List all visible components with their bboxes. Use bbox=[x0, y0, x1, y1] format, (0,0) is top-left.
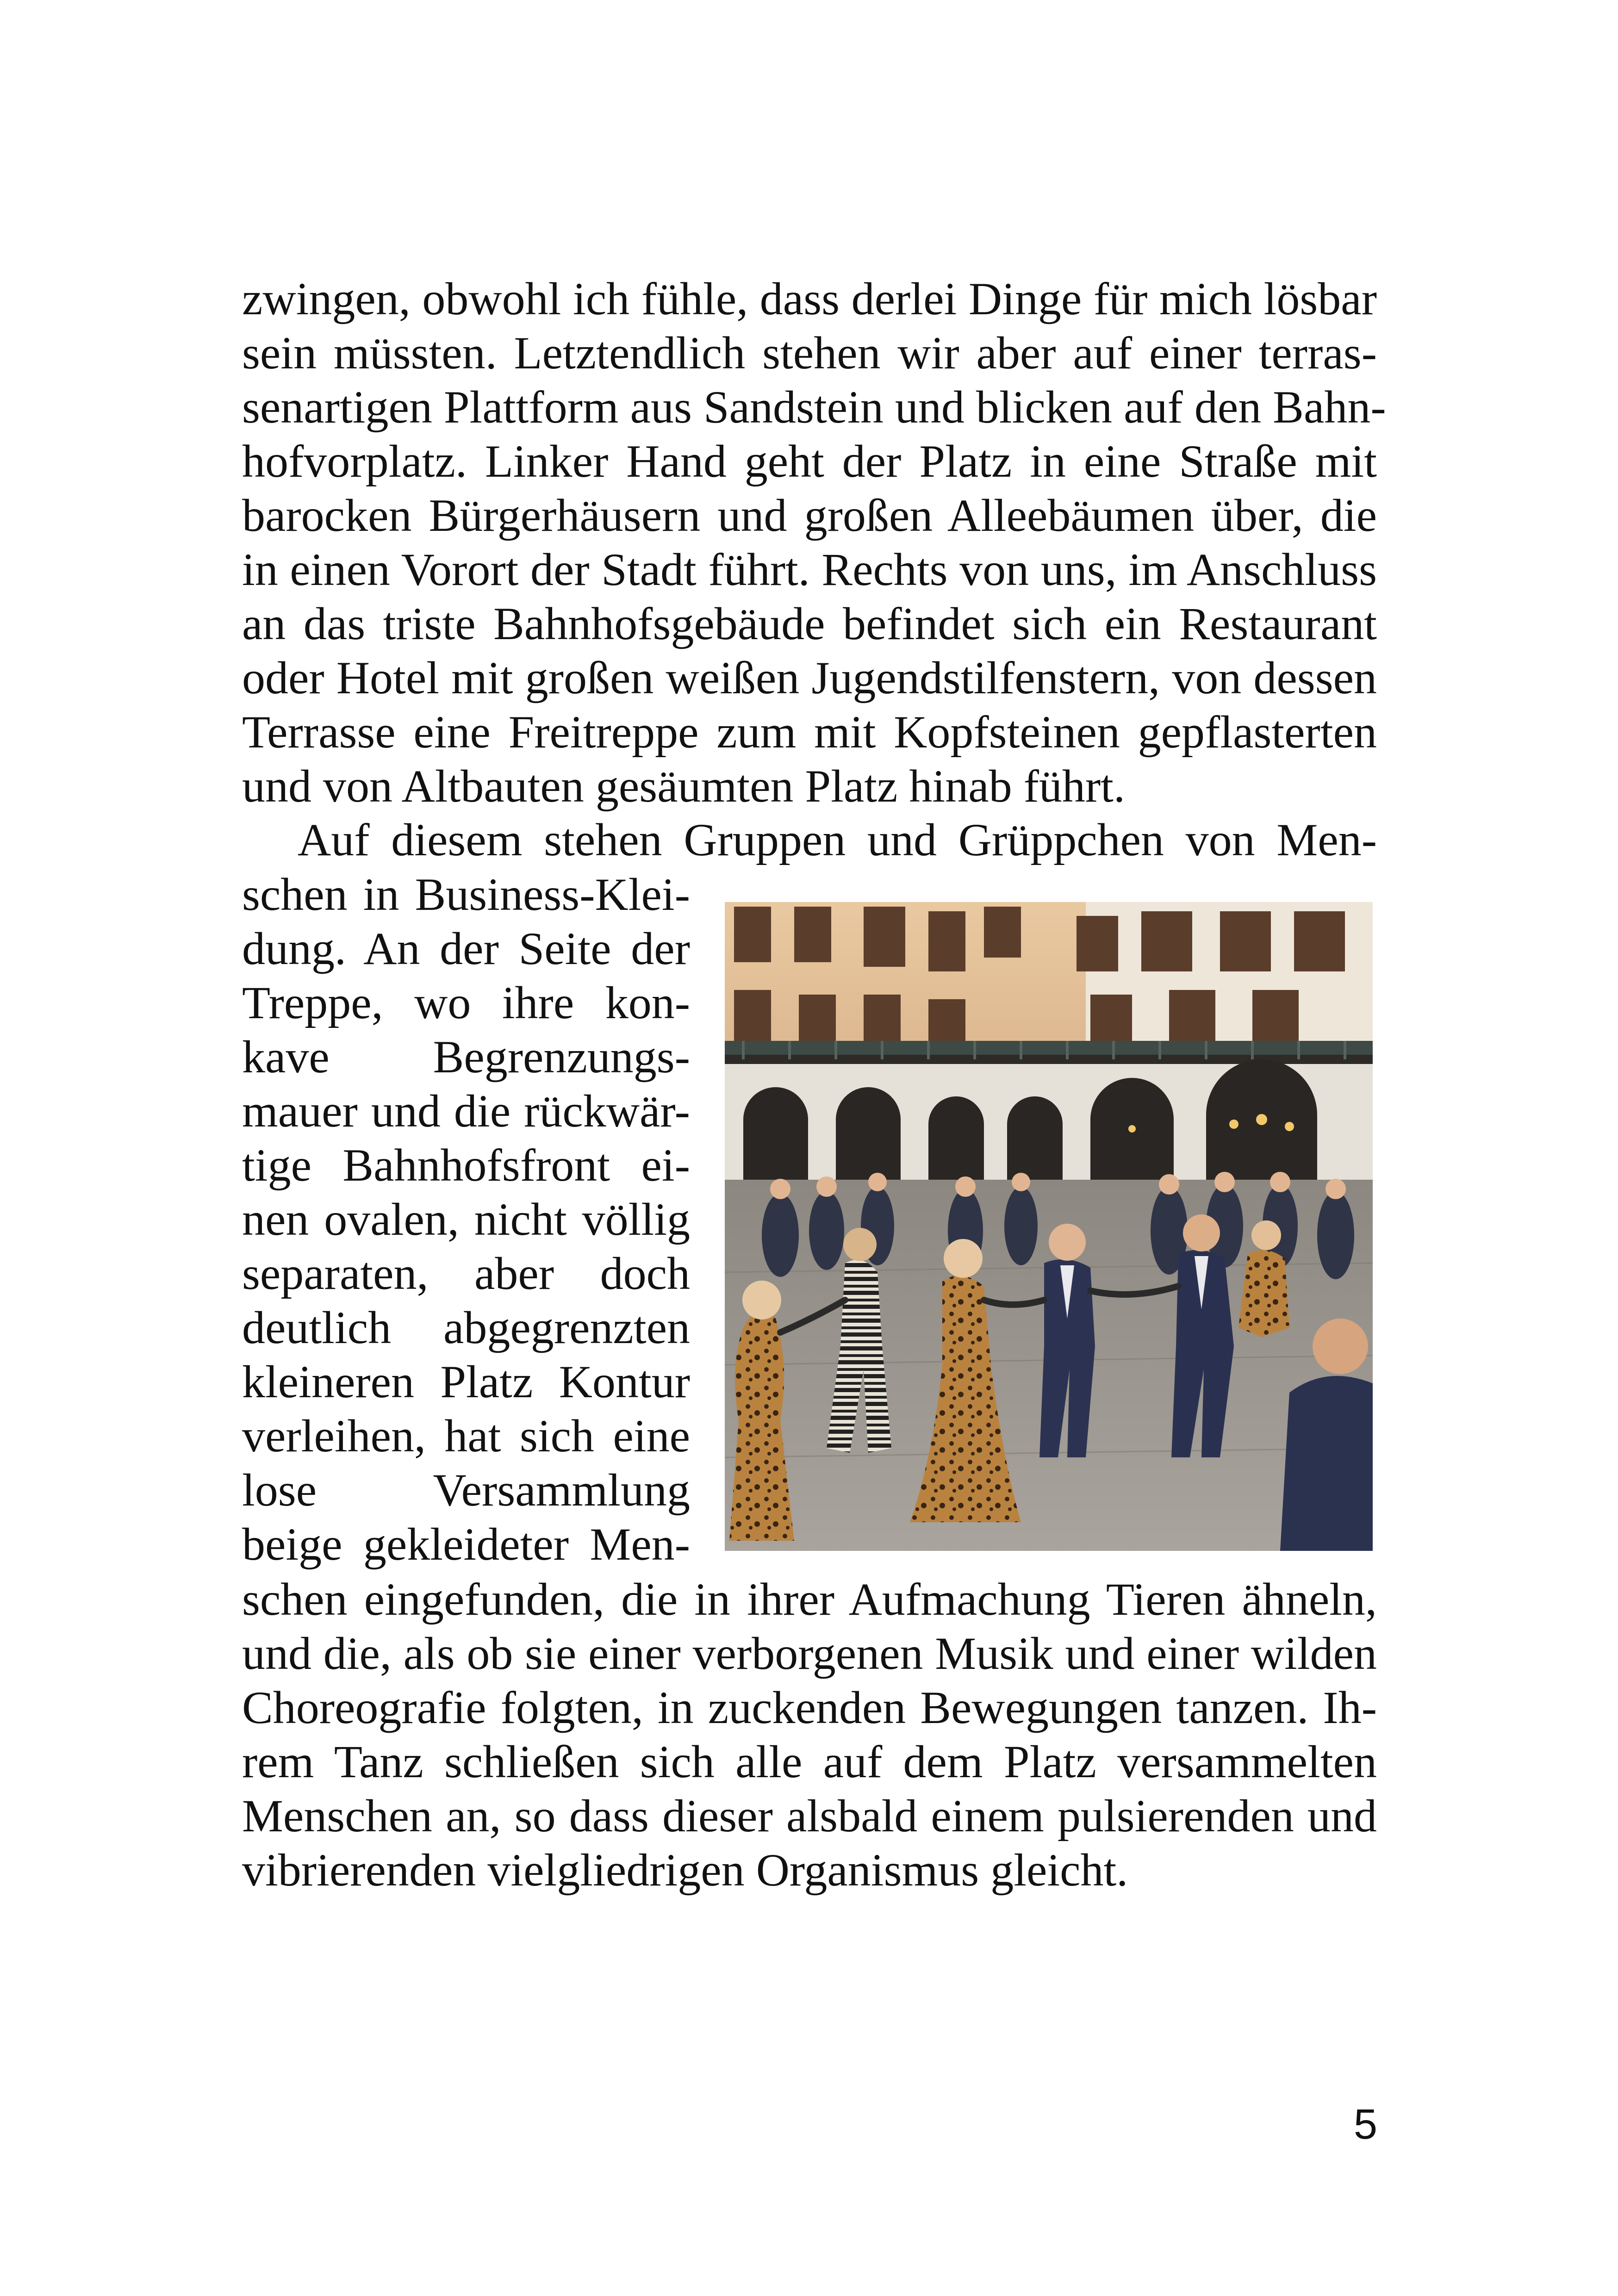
text-line: verleihen, hat sich eine bbox=[242, 1410, 690, 1462]
text-line: rem Tanz schließen sich alle auf dem Platz versammelten bbox=[242, 1736, 1377, 1787]
text-line: schen eingefunden, die in ihrer Aufmachung Tieren ähneln, bbox=[242, 1574, 1377, 1625]
paragraph-2-first-line bbox=[242, 813, 1377, 867]
text-line: barocken Bürgerhäusern und großen Alleebäumen über, die bbox=[242, 490, 1377, 541]
text-line: hofvorplatz. Linker Hand geht der Platz in eine Straße mit bbox=[242, 436, 1377, 487]
text-line: dung. An der Seite der bbox=[242, 923, 690, 974]
text-line: Auf diesem stehen Gruppen und Grüppchen von Men- bbox=[298, 814, 1377, 865]
paragraph-1 bbox=[242, 272, 1386, 813]
text-line: und von Altbauten gesäumten Platz hinab führt. bbox=[242, 760, 1125, 812]
text-line: Treppe, wo ihre kon- bbox=[242, 977, 690, 1028]
text-line: vibrierenden vielgliedrigen Organismus gleicht. bbox=[242, 1844, 1128, 1896]
text-line: tige Bahnhofsfront ei- bbox=[242, 1139, 690, 1191]
text-line: separaten, aber doch bbox=[242, 1248, 690, 1299]
text-line: deutlich abgegrenzten bbox=[242, 1302, 690, 1353]
text-line: an das triste Bahnhofsgebäude befindet sich ein Restaurant bbox=[242, 598, 1377, 649]
text-line: in einen Vorort der Stadt führt. Rechts von uns, im Anschluss bbox=[242, 544, 1377, 595]
dancing-crowd-illustration bbox=[725, 902, 1373, 1551]
text-line: kleineren Platz Kontur bbox=[242, 1356, 690, 1407]
text-line: Menschen an, so dass dieser alsbald einem pulsierenden und bbox=[242, 1790, 1377, 1842]
paragraph-2-wrapped-column bbox=[242, 867, 690, 1571]
text-line: lose Versammlung bbox=[242, 1464, 690, 1516]
paragraph-2-continuation bbox=[242, 1572, 1377, 1897]
text-line: Terrasse eine Freitreppe zum mit Kopfsteinen gepflasterten bbox=[242, 706, 1377, 758]
text-line: kave Begrenzungs- bbox=[242, 1031, 690, 1083]
text-line: senartigen Plattform aus Sandstein und blicken auf den Bahn- bbox=[242, 381, 1386, 433]
text-line: Choreografie folgten, in zuckenden Bewegungen tanzen. Ih- bbox=[242, 1682, 1377, 1733]
text-line: schen in Business-Klei- bbox=[242, 869, 690, 920]
text-line: oder Hotel mit großen weißen Jugendstilfenstern, von dessen bbox=[242, 652, 1377, 703]
text-line: nen ovalen, nicht völlig bbox=[242, 1194, 690, 1245]
text-line: mauer und die rückwär- bbox=[242, 1085, 690, 1137]
text-line: beige gekleideter Men- bbox=[242, 1518, 690, 1570]
page-number: 5 bbox=[1353, 2101, 1377, 2148]
text-line: sein müssten. Letztendlich stehen wir aber auf einer terras- bbox=[242, 327, 1377, 379]
text-line: zwingen, obwohl ich fühle, dass derlei Dinge für mich lösbar bbox=[242, 273, 1377, 324]
text-line: und die, als ob sie einer verborgenen Musik und einer wilden bbox=[242, 1628, 1377, 1679]
